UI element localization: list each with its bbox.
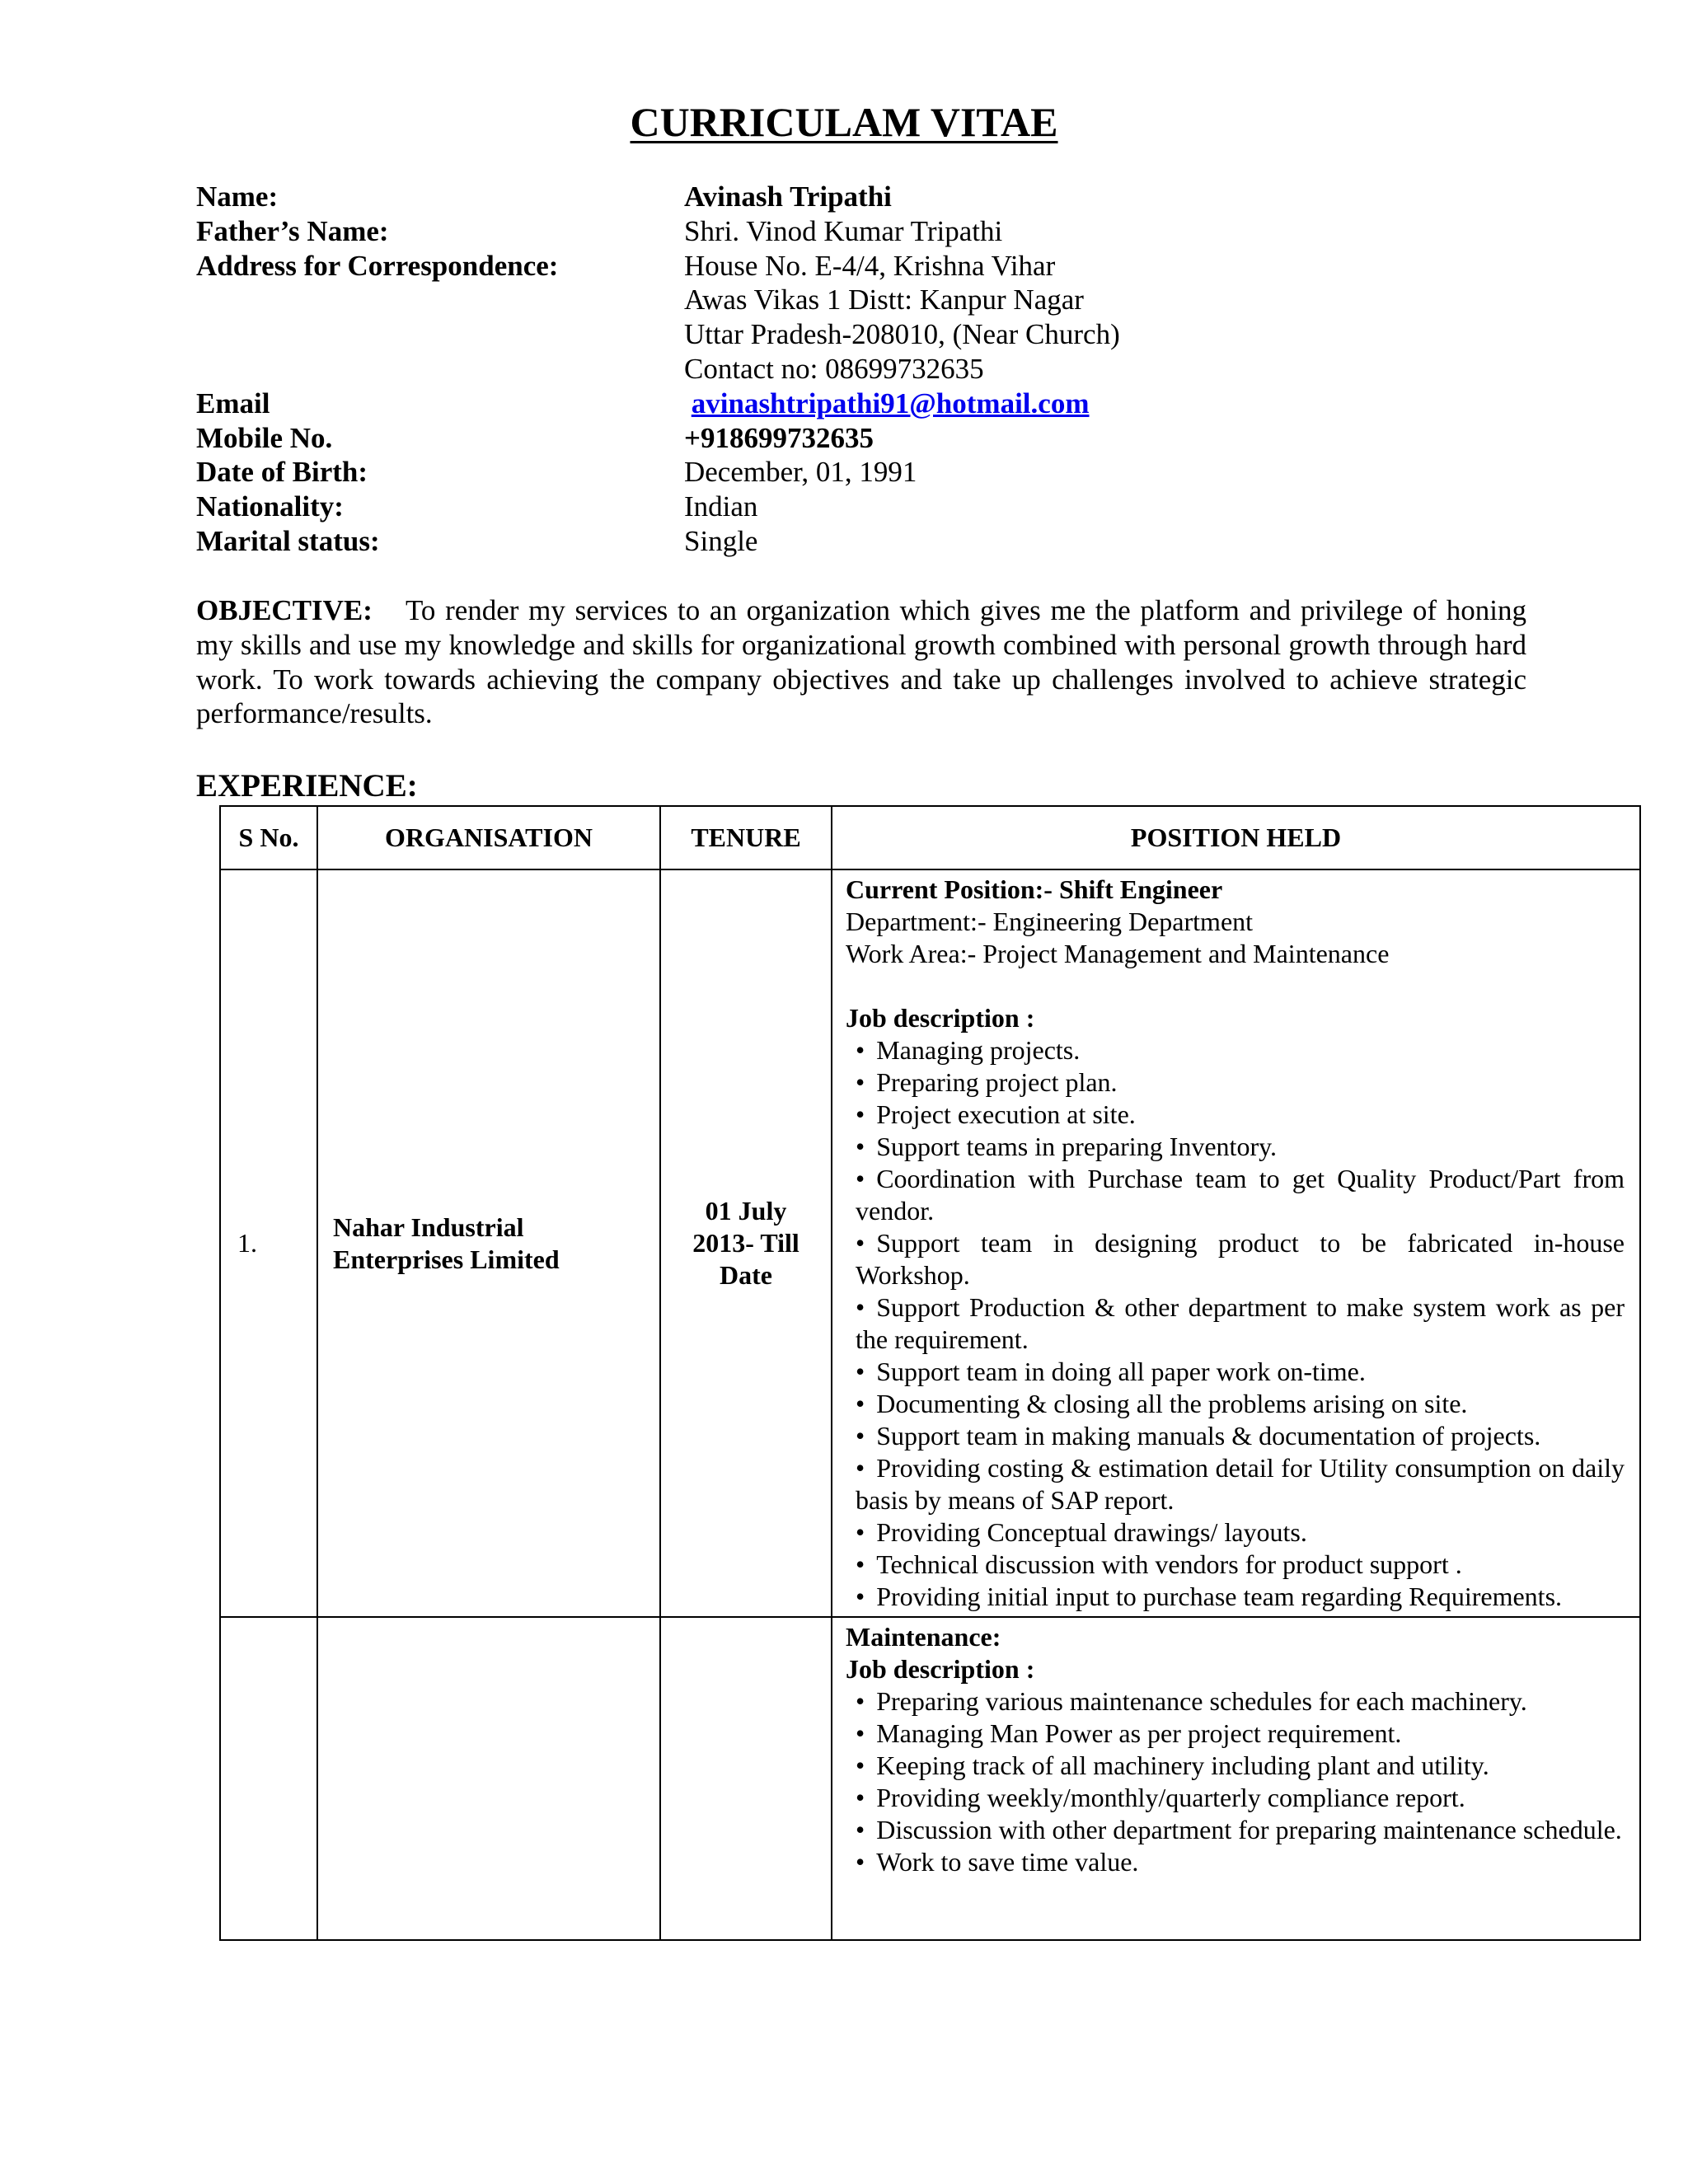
detail-label: Nationality: [196,490,344,523]
objective-label: OBJECTIVE: [196,594,373,626]
bullet-icon: • [856,1292,865,1322]
organisation-line: Nahar Industrial [333,1212,524,1242]
duty-item [846,1516,1625,1549]
email-value [684,387,1089,421]
organisation-cell [317,869,660,1617]
duty-item [846,1782,1625,1814]
bullet-icon: • [856,1686,865,1716]
empty-cell [220,1617,317,1940]
job-description-label: Job description : [846,1654,1035,1684]
position-cell [832,869,1640,1617]
duty-item [846,1034,1625,1066]
objective-text: To render my services to an organization which gives me the platform and privilege of honing my skills and use my knowledge and skills for organizational growth combined with personal growth through hard work. To work towards achieving the company objectives and take up challenges involved to achieve strategic performance/results. [196,594,1526,730]
empty-cell [317,1617,660,1940]
bullet-icon: • [856,1582,865,1611]
mobile-value: +918699732635 [684,421,874,454]
column-header: POSITION HELD [832,806,1640,869]
document-title: CURRICULAM VITAE [630,99,1058,145]
department: Department:- Engineering Department [846,907,1254,936]
table-row [220,1617,1640,1940]
bullet-icon: • [856,1750,865,1780]
bullet-icon: • [856,1517,865,1547]
duty-text: Providing Conceptual drawings/ layouts. [876,1517,1307,1547]
spacer [846,970,1625,1002]
organisation-line: Enterprises Limited [333,1244,560,1274]
nationality-value: Indian [684,490,758,523]
duty-item [846,1549,1625,1581]
address-line: Uttar Pradesh-208010, (Near Church) [684,318,1120,351]
duty-text: Providing costing & estimation detail for Utility consumption on daily basis by means of SAP report. [856,1453,1625,1515]
duty-text: Support teams in preparing Inventory. [876,1132,1278,1161]
address-line: House No. E-4/4, Krishna Vihar [684,249,1056,282]
experience-heading: EXPERIENCE: [196,768,418,804]
duty-text: Documenting & closing all the problems arising on site. [876,1389,1468,1418]
duty-text: Providing initial input to purchase team regarding Requirements. [876,1582,1563,1611]
duty-text: Technical discussion with vendors for product support . [876,1549,1462,1579]
column-header: TENURE [660,806,832,869]
detail-label: Name: [196,180,279,213]
column-header: S No. [220,806,317,869]
tenure-line: 2013- Till [692,1228,799,1258]
duty-item [846,1388,1625,1420]
position-cell [832,1617,1640,1940]
column-header: ORGANISATION [317,806,660,869]
duty-item [846,1291,1625,1356]
duty-text: Discussion with other department for preparing maintenance schedule. [876,1815,1622,1844]
detail-label: Father’s Name: [196,214,389,247]
duty-text: Managing Man Power as per project requirement. [876,1718,1402,1748]
duty-text: Support team in designing product to be fabricated in-house Workshop. [856,1228,1625,1290]
detail-label: Mobile No. [196,421,333,454]
bullet-icon: • [856,1132,865,1161]
duty-item [846,1581,1625,1613]
current-position: Current Position:- Shift Engineer [846,874,1223,904]
duty-item [846,1356,1625,1388]
duty-text: Work to save time value. [876,1847,1139,1877]
table-row [220,869,1640,1617]
bullet-icon: • [856,1099,865,1129]
tenure-line: 01 July [705,1196,787,1226]
duty-item [846,1718,1625,1750]
duty-item [846,1163,1625,1227]
duty-item [846,1066,1625,1099]
tenure-line: Date [720,1260,772,1290]
duty-item [846,1452,1625,1516]
bullet-icon: • [856,1067,865,1097]
detail-label: Marital status: [196,524,380,557]
duty-text: Support team in making manuals & documentation of projects. [876,1421,1541,1451]
empty-cell [660,1617,832,1940]
bullet-icon: • [856,1815,865,1844]
father-name-value: Shri. Vinod Kumar Tripathi [684,214,1003,247]
duty-item [846,1227,1625,1291]
detail-label: Email [196,387,270,419]
marital-value: Single [684,524,758,557]
duty-item [846,1685,1625,1718]
duty-item [846,1420,1625,1452]
duty-item [846,1814,1625,1846]
duty-text: Preparing various maintenance schedules for each machinery. [876,1686,1527,1716]
dob-value: December, 01, 1991 [684,456,917,489]
experience-table [219,805,1641,1941]
bullet-icon: • [856,1357,865,1386]
bullet-icon: • [856,1035,865,1065]
duty-text: Coordination with Purchase team to get Quality Product/Part from vendor. [856,1164,1625,1226]
detail-label: Date of Birth: [196,456,368,489]
bullet-icon: • [856,1164,865,1193]
bullet-icon: • [856,1421,865,1451]
bullet-icon: • [856,1549,865,1579]
duty-item [846,1846,1625,1878]
duty-text: Providing weekly/monthly/quarterly compliance report. [876,1783,1465,1812]
bullet-icon: • [856,1228,865,1258]
email-link[interactable]: avinashtripathi91@hotmail.com [691,387,1090,419]
duty-text: Keeping track of all machinery including plant and utility. [876,1750,1489,1780]
serial-number: 1. [220,869,317,1617]
duty-text: Preparing project plan. [876,1067,1118,1097]
address-line: Awas Vikas 1 Distt: Kanpur Nagar [684,284,1084,316]
bullet-icon: • [856,1389,865,1418]
duty-list [846,1685,1625,1878]
duty-text: Managing projects. [876,1035,1081,1065]
duty-text: Support team in doing all paper work on-time. [876,1357,1366,1386]
bullet-icon: • [856,1847,865,1877]
job-description-label: Job description : [846,1003,1035,1033]
contact-number: Contact no: 08699732635 [684,352,984,385]
duty-item [846,1750,1625,1782]
work-area: Work Area:- Project Management and Maintenance [846,939,1390,968]
duty-item [846,1131,1625,1163]
duty-item [846,1099,1625,1131]
objective-section [196,593,1526,731]
tenure-cell [660,869,832,1617]
table-header-row [220,806,1640,869]
bullet-icon: • [856,1783,865,1812]
duty-text: Support Production & other department to make system work as per the requirement. [856,1292,1625,1354]
duty-text: Project execution at site. [876,1099,1136,1129]
bullet-icon: • [856,1453,865,1483]
detail-label: Address for Correspondence: [196,249,559,282]
duty-list [846,1034,1625,1613]
maintenance-label: Maintenance: [846,1622,1001,1652]
bullet-icon: • [856,1718,865,1748]
name-value: Avinash Tripathi [684,180,892,213]
